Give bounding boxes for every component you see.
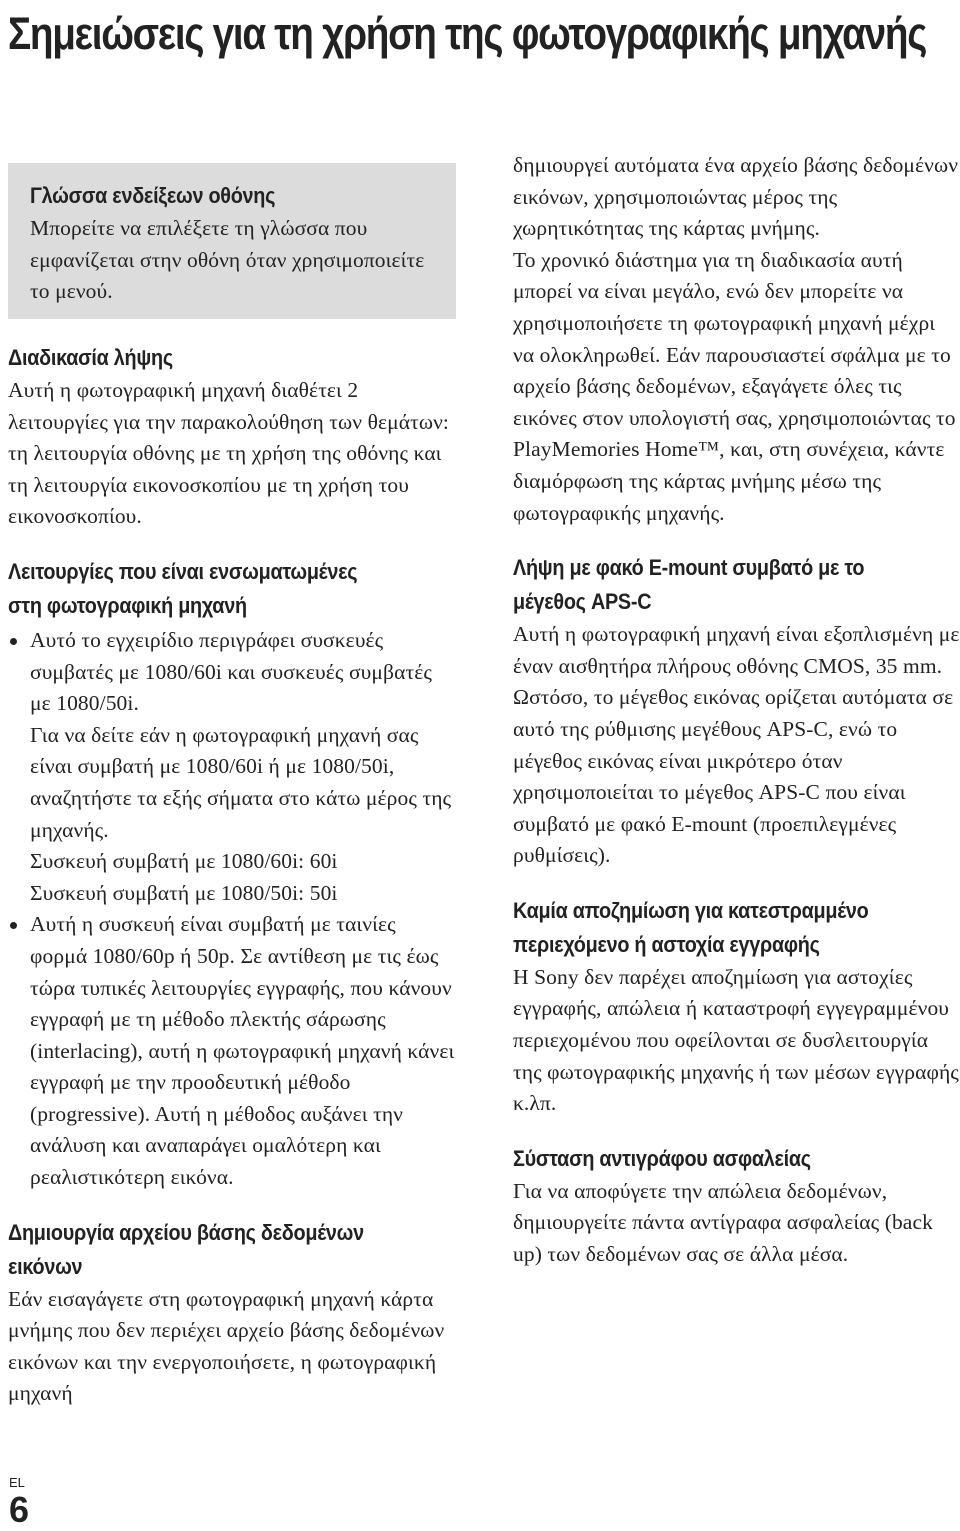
bullet-compatibility-cont: Για να δείτε εάν η φωτογραφική μηχανή σας είναι συμβατή με 1080/60i ή με 1080/50i, αναζητήστε τα εξής σήματα στο κάτω μέρος της μηχανής. [30, 722, 452, 842]
built-in-functions-section [8, 555, 456, 1194]
image-database-text: Εάν εισαγάγετε στη φωτογραφική μηχανή κάρτα μνήμης που δεν περιέχει αρχείο βάσης δεδομένων εικόνων και την ενεργοποιήσετε, η φωτογραφική μηχανή [8, 1286, 445, 1406]
emount-text: Αυτή η φωτογραφική μηχανή είναι εξοπλισμένη με έναν αισθητήρα πλήρους οθόνης CMOS, 35 mm. Ωστόσο, το μέγεθος εικόνας ορίζεται αυτόματα σε αυτό της ρύθμισης μεγέθους APS-C, ενώ το μέγεθος εικόνας είναι μικρότερο όταν χρησιμοποιείται το μέγεθος APS-C που είναι συμβατό με φακό E-mount (προεπιλεγμένες ρυθμίσεις). [513, 622, 960, 868]
no-compensation-text: Η Sony δεν παρέχει αποζημίωση για αστοχίες εγγραφής, απώλεια ή καταστροφή εγγεγραμμένου περιεχομένου που οφείλονται σε δυσλειτουργία της φωτογραφικής μηχανής ή των μέσων εγγραφής κ.λπ. [513, 964, 959, 1116]
compatible-50i-line: Συσκευή συμβατή με 1080/50i: 50i [30, 880, 338, 905]
page-number: 6 [9, 1489, 30, 1530]
shooting-procedure-text: Αυτή η φωτογραφική μηχανή διαθέτει 2 λειτουργίες για την παρακολούθηση των θεμάτων: τη λειτουργία οθόνης με τη χρήση της οθόνης και τη λειτουργία εικονοσκοπίου με τη χρήση του εικονοσκοπίου. [8, 378, 449, 529]
display-language-box [8, 163, 456, 319]
built-in-functions-heading-line1: Λειτουργίες που είναι ενσωματωμένες [8, 558, 358, 584]
no-compensation-section [513, 894, 960, 1120]
no-compensation-heading-line2: περιεχόμενο ή αστοχία εγγραφής [513, 931, 820, 957]
right-column [513, 150, 960, 1271]
backup-text: Για να αποφύγετε την απώλεια δεδομένων, δημιουργείτε πάντα αντίγραφα ασφαλείας (back up) των δεδομένων σας σε άλλα μέσα. [513, 1178, 933, 1267]
left-column [8, 150, 456, 1410]
image-database-section [8, 1216, 456, 1410]
emount-heading-line2: μέγεθος APS-C [513, 589, 652, 615]
bullet-compatibility-text: Αυτό το εγχειρίδιο περιγράφει συσκευές συμβατές με 1080/60i και συσκευές συμβατές με 1080/50i. [30, 627, 432, 716]
image-database-text-cont: δημιουργεί αυτόματα ένα αρχείο βάσης δεδομένων εικόνων, χρησιμοποιώντας μέρος της χωρητικότητας της κάρτας μνήμης. [513, 153, 959, 241]
built-in-functions-heading-line2: στη φωτογραφική μηχανή [8, 592, 247, 618]
no-compensation-heading-line1: Καμία αποζημίωση για κατεστραμμένο [513, 897, 869, 923]
image-database-time-text: Το χρονικό διάστημα για τη διαδικασία αυτή μπορεί να είναι μεγάλο, ενώ δεν μπορείτε να χρησιμοποιήσετε τη φωτογραφική μηχανή μέχρι να ολοκληρωθεί. Εάν παρουσιαστεί σφάλμα με το αρχείο βάσης δεδομένων, εξαγάγετε όλες τις εικόνες στον υπολογιστή σας, χρησιμοποιώντας το PlayMemories Home™, και, στη συνέχεια, κάντε διαμόρφωση της κάρτας μνήμης μέσω της φωτογραφικής μηχανής. [513, 247, 956, 525]
backup-section [513, 1142, 960, 1271]
backup-heading: Σύσταση αντιγράφου ασφαλείας [513, 1145, 811, 1171]
display-language-heading: Γλώσσα ενδείξεων οθόνης [30, 183, 276, 208]
bullet-progressive [8, 909, 456, 1193]
emount-section [513, 551, 960, 872]
emount-heading-line1: Λήψη με φακό E-mount συμβατό με το [513, 555, 865, 581]
bullet-compatibility [8, 625, 456, 909]
image-database-heading-line1: Δημιουργία αρχείου βάσης δεδομένων [8, 1219, 364, 1245]
shooting-procedure-heading: Διαδικασία λήψης [8, 345, 173, 370]
image-database-heading-line2: εικόνων [8, 1253, 83, 1279]
shooting-procedure-section [8, 341, 456, 533]
bullet-progressive-text: Αυτή η συσκευή είναι συμβατή με ταινίες φορμά 1080/60p ή 50p. Σε αντίθεση με τις έως τώρα τυπικές λειτουργίες εγγραφής, που κάνουν εγγραφή με τη μέθοδο πλεκτής σάρωσης (interlacing), αυτή η φωτογραφική μηχανή κάνει εγγραφή με την προοδευτική μέθοδο (progressive). Αυτή η μέθοδος αυξάνει την ανάλυση και αναπαράγει ομαλότερη και ρεαλιστικότερη εικόνα. [30, 912, 455, 1190]
functions-bullet-list [8, 625, 456, 1194]
page-footer [9, 1475, 29, 1529]
display-language-text: Μπορείτε να επιλέξετε τη γλώσσα που εμφανίζεται στην οθόνη όταν χρησιμοποιείτε το μενού. [30, 216, 425, 304]
language-code: EL [9, 1475, 25, 1490]
page-title: Σημειώσεις για τη χρήση της φωτογραφικής μηχανής [8, 8, 927, 59]
compatible-60i-line: Συσκευή συμβατή με 1080/60i: 60i [30, 849, 338, 874]
